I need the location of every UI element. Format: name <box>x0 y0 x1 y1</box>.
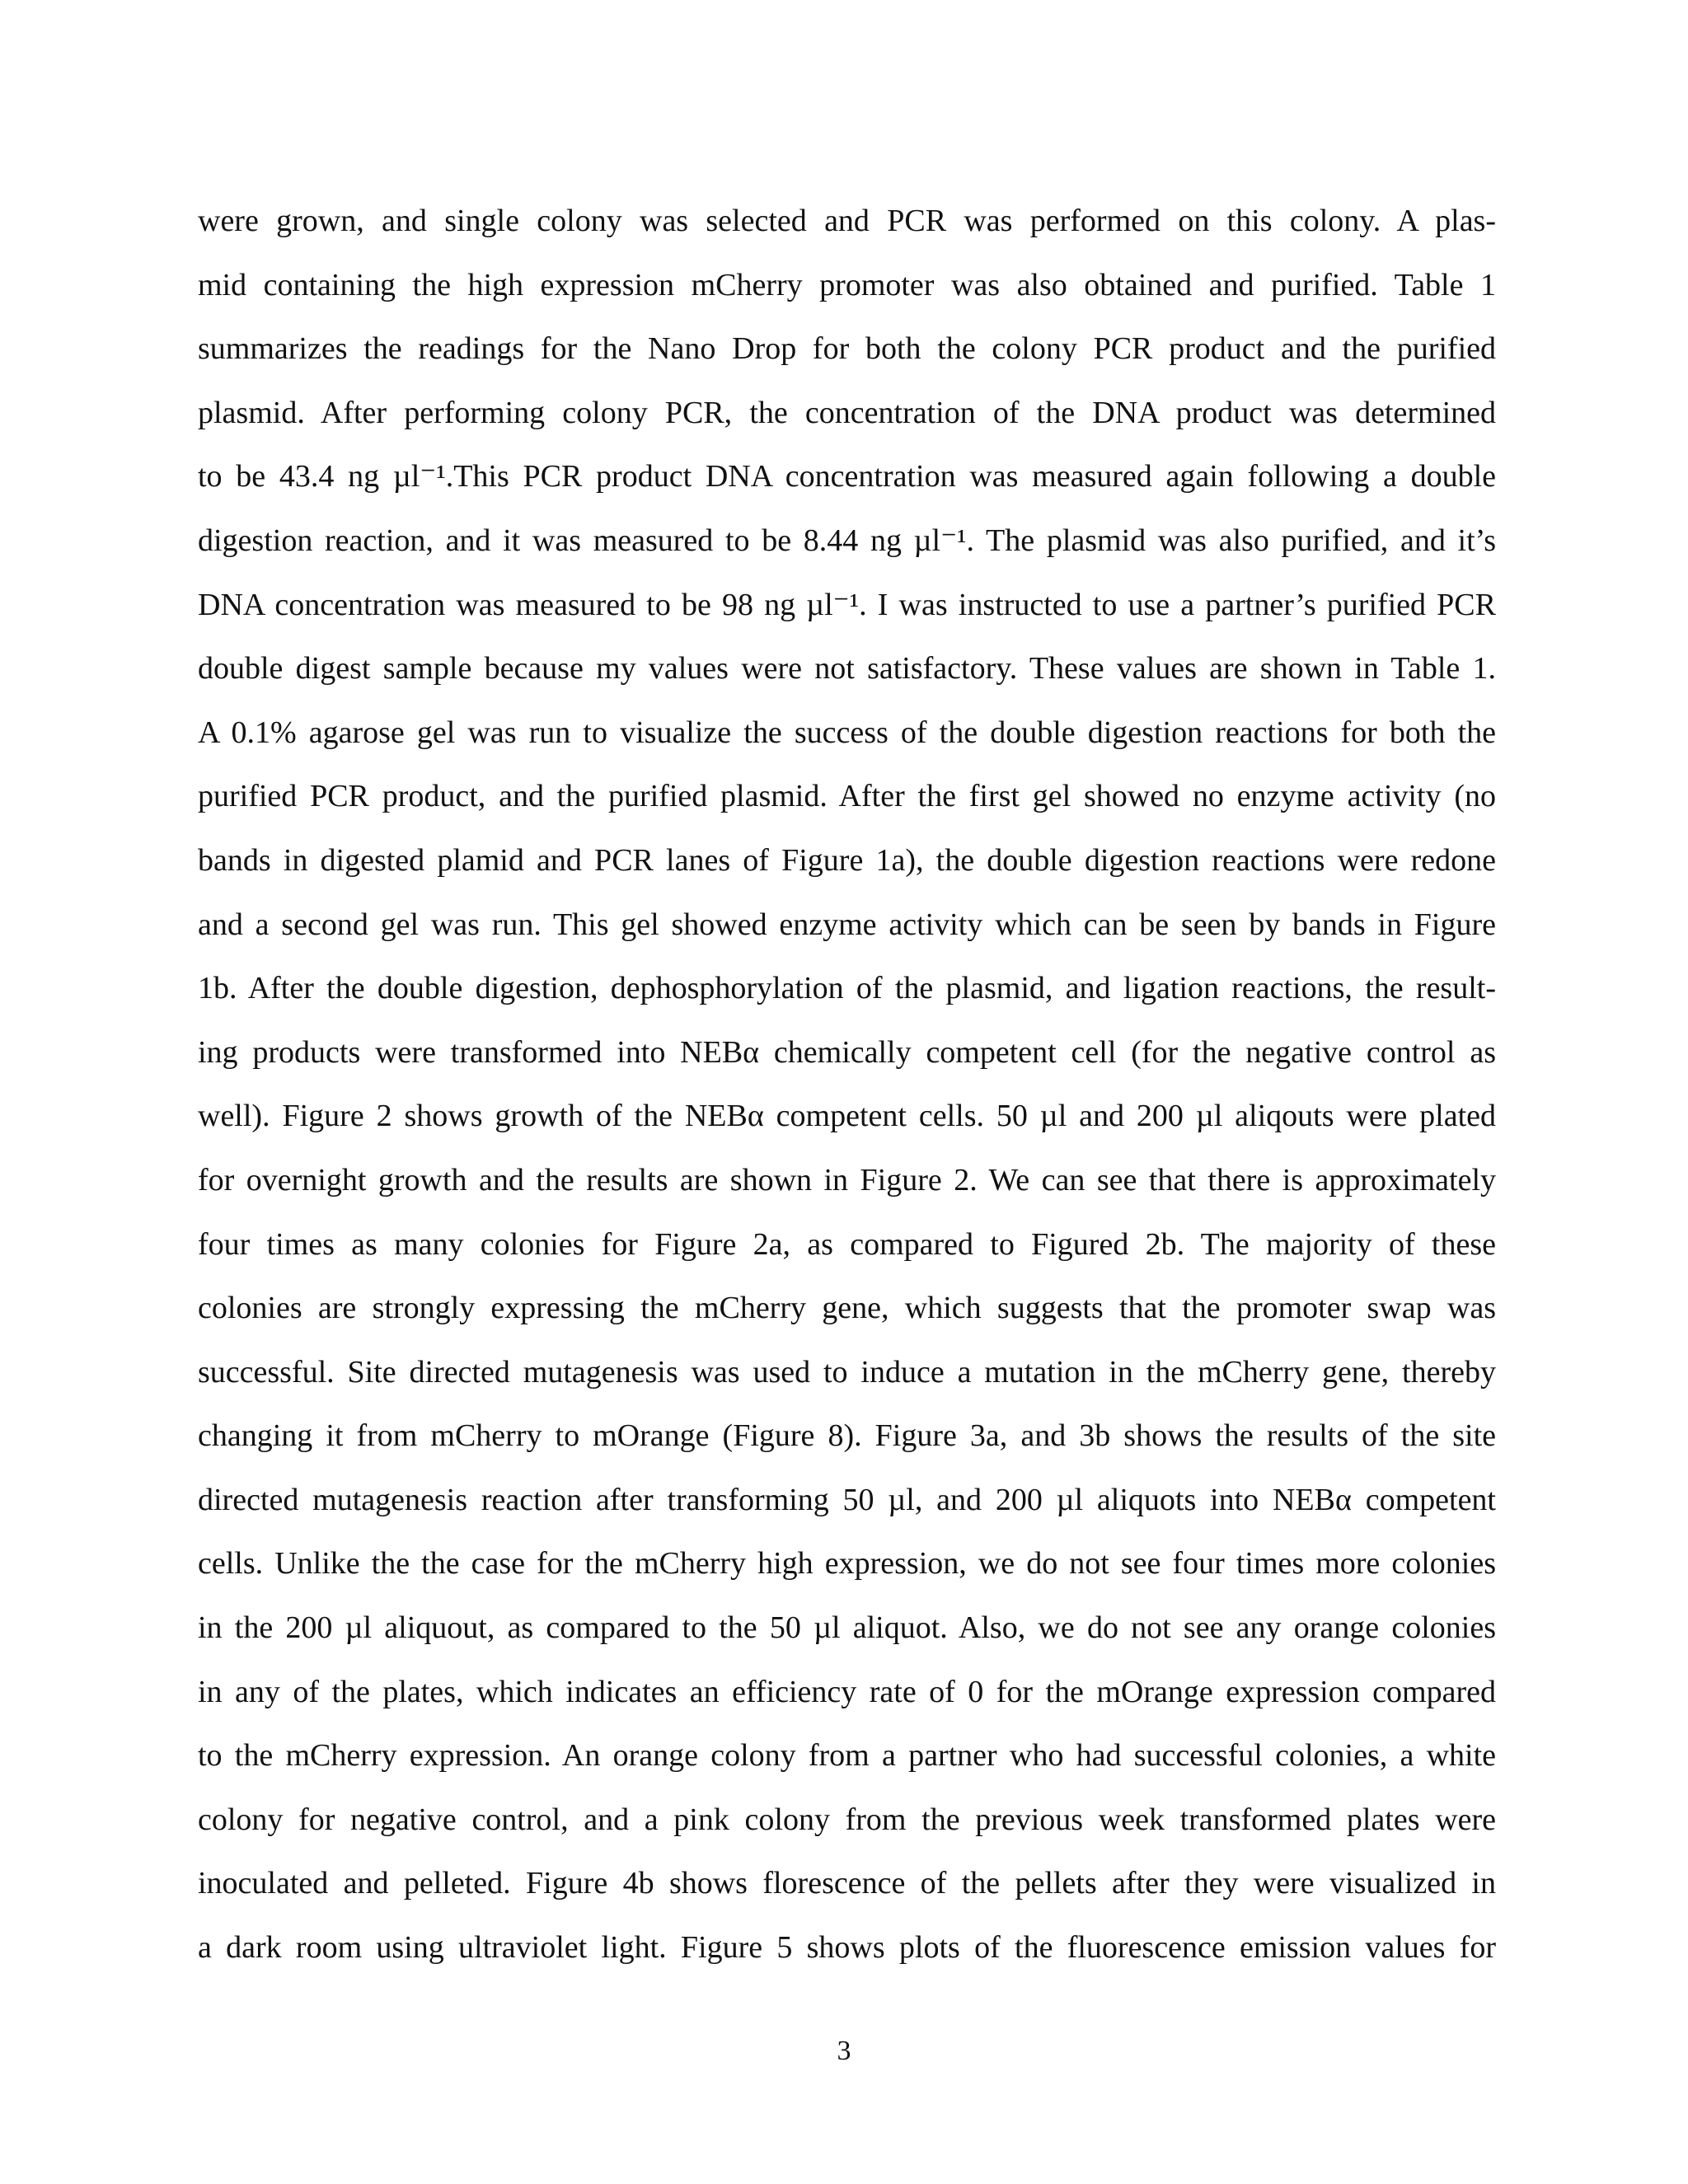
text-line: mid containing the high expression mCherry promoter was also obtained and purified. Table 1 <box>198 267 1496 302</box>
text-line: bands in digested plamid and PCR lanes of Figure 1a), the double digestion reactions were redone <box>198 842 1496 878</box>
text-line: changing it from mCherry to mOrange (Figure 8). Figure 3a, and 3b shows the results of the site <box>198 1418 1496 1454</box>
text-line: colony for negative control, and a pink colony from the previous week transformed plates were <box>198 1802 1496 1837</box>
text-line: purified PCR product, and the purified plasmid. After the first gel showed no enzyme activity (no <box>198 779 1496 814</box>
text-line: successful. Site directed mutagenesis was used to induce a mutation in the mCherry gene, thereby <box>198 1354 1496 1390</box>
text-line: ing products were transformed into NEBα chemically competent cell (for the negative control as <box>198 1034 1496 1070</box>
text-line: summarizes the readings for the Nano Drop for both the colony PCR product and the purified <box>198 331 1496 367</box>
text-line: double digest sample because my values were not satisfactory. These values are shown in Table 1. <box>198 651 1496 687</box>
text-line: a dark room using ultraviolet light. Figure 5 shows plots of the fluorescence emission values for <box>198 1930 1496 1966</box>
text-line: DNA concentration was measured to be 98 ng µl⁻¹. I was instructed to use a partner’s purified PCR <box>198 587 1496 622</box>
text-line: to be 43.4 ng µl⁻¹.This PCR product DNA concentration was measured again following a double <box>198 459 1496 494</box>
text-line: 1b. After the double digestion, dephosphorylation of the plasmid, and ligation reactions, the result- <box>198 971 1496 1006</box>
text-line: directed mutagenesis reaction after transforming 50 µl, and 200 µl aliquots into NEBα competent <box>198 1482 1496 1517</box>
body-paragraph <box>198 190 1496 1980</box>
text-line: in any of the plates, which indicates an efficiency rate of 0 for the mOrange expression compared <box>198 1674 1496 1709</box>
text-line: for overnight growth and the results are shown in Figure 2. We can see that there is approximately <box>198 1162 1496 1197</box>
text-line: digestion reaction, and it was measured to be 8.44 ng µl⁻¹. The plasmid was also purified, and it’s <box>198 523 1496 558</box>
text-line: were grown, and single colony was selected and PCR was performed on this colony. A plas- <box>198 204 1496 238</box>
page-number: 3 <box>837 2036 851 2066</box>
text-line: to the mCherry expression. An orange colony from a partner who had successful colonies, a white <box>198 1738 1496 1774</box>
text-line: in the 200 µl aliquout, as compared to the 50 µl aliquot. Also, we do not see any orange colonies <box>198 1610 1496 1646</box>
text-line: inoculated and pelleted. Figure 4b shows florescence of the pellets after they were visualized in <box>198 1866 1496 1901</box>
text-line: four times as many colonies for Figure 2a, as compared to Figured 2b. The majority of these <box>198 1226 1496 1262</box>
text-line: well). Figure 2 shows growth of the NEBα competent cells. 50 µl and 200 µl aliqouts were plated <box>198 1099 1496 1134</box>
text-line: plasmid. After performing colony PCR, the concentration of the DNA product was determined <box>198 395 1496 430</box>
text-line: colonies are strongly expressing the mCherry gene, which suggests that the promoter swap was <box>198 1291 1496 1326</box>
text-line: cells. Unlike the the case for the mCherry high expression, we do not see four times more colonies <box>198 1546 1496 1582</box>
text-line: and a second gel was run. This gel showed enzyme activity which can be seen by bands in Figure <box>198 907 1496 942</box>
text-line: A 0.1% agarose gel was run to visualize the success of the double digestion reactions for both the <box>198 715 1496 750</box>
